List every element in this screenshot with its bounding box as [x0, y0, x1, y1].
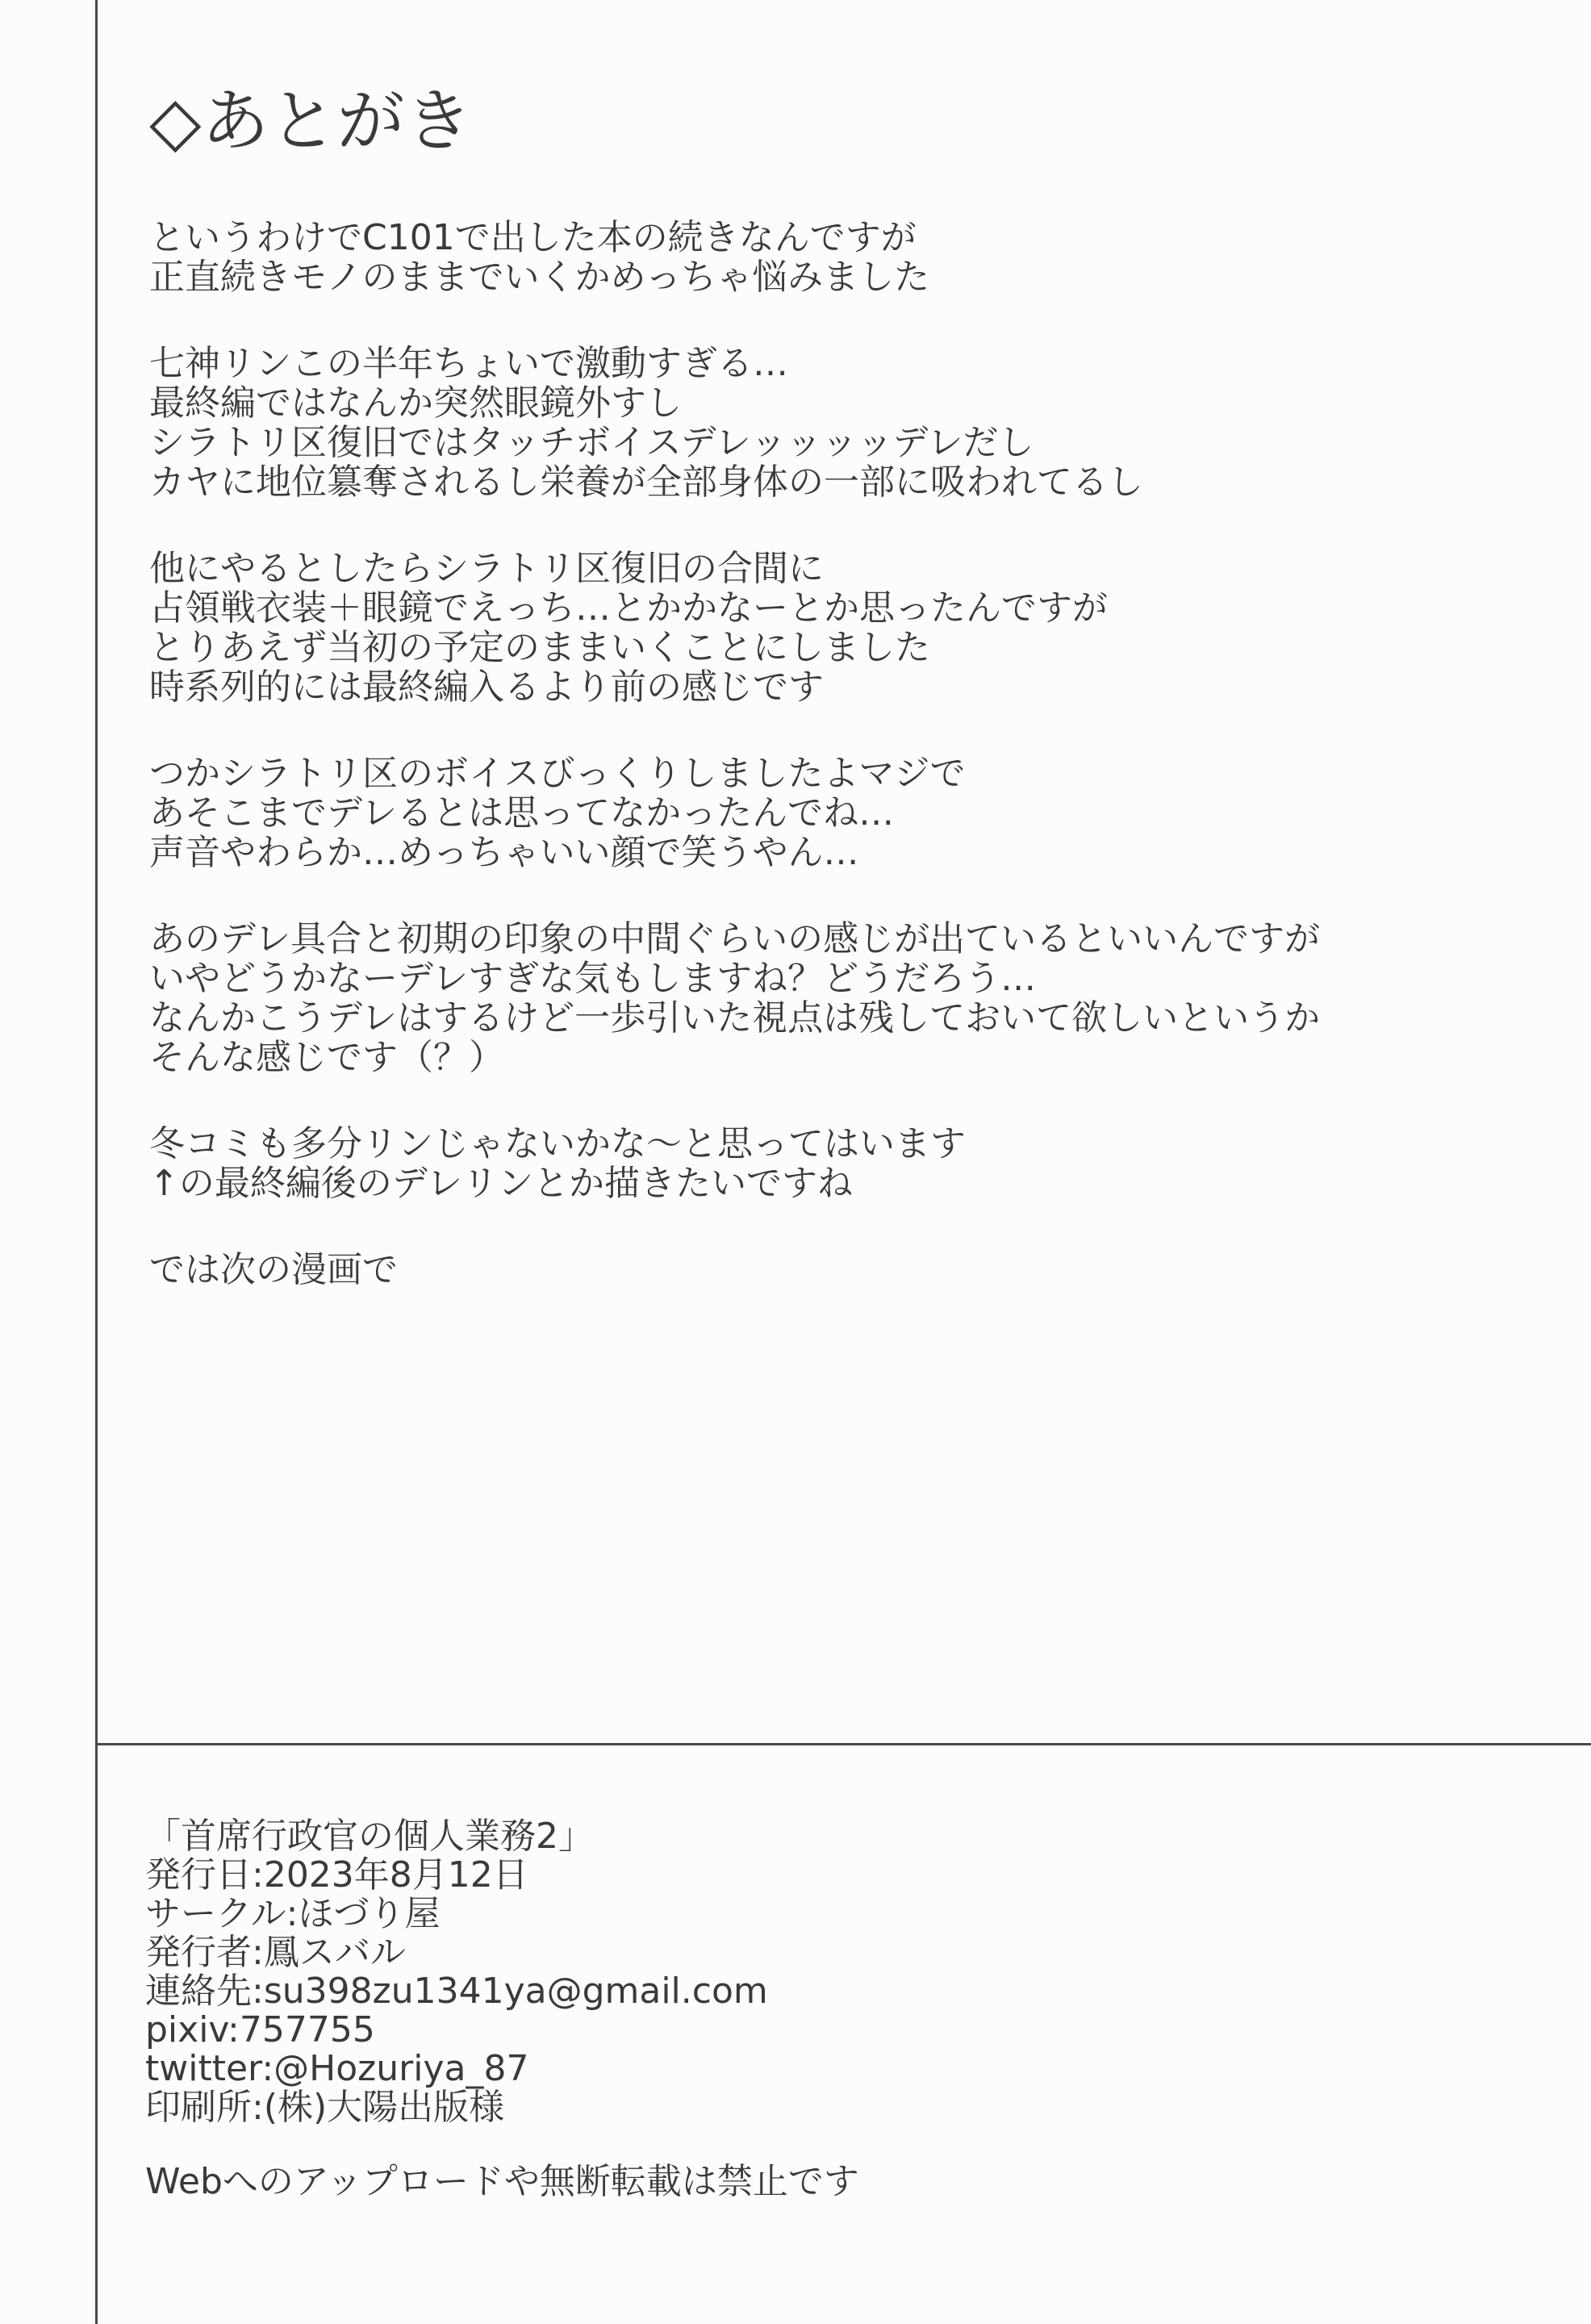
afterword-line: では次の漫画で: [149, 1249, 398, 1290]
colophon: [145, 1817, 1517, 2127]
afterword-line: あそこまでデレるとは思ってなかったんでね…: [149, 792, 895, 834]
afterword-line: 冬コミも多分リンじゃないかな～と思ってはいます: [149, 1123, 966, 1164]
afterword-line: カヤに地位簒奪されるし栄養が全部身体の一部に吸われてるし: [149, 462, 1143, 503]
reupload-notice: [145, 2163, 859, 2201]
afterword-paragraph-3: [149, 549, 1521, 707]
afterword-paragraph-5: [149, 919, 1521, 1077]
afterword-section: [149, 81, 1521, 1336]
colophon-twitter: twitter:@Hozuriya_87: [145, 2048, 529, 2089]
margin-vertical-rule: [95, 0, 98, 2324]
afterword-line: 最終編ではなんか突然眼鏡外すし: [149, 382, 682, 424]
afterword-line: 占領戦衣装＋眼鏡でえっち…とかかなーとか思ったんですが: [149, 587, 1108, 629]
afterword-line: とりあえず当初の予定のままいくことにしました: [149, 627, 930, 668]
colophon-publish-date: 発行日:2023年8月12日: [145, 1854, 528, 1896]
afterword-line: 声音やわらか…めっちゃいい顔で笑うやん…: [149, 832, 859, 873]
colophon-printer: 印刷所:(株)大陽出版様: [145, 2087, 505, 2128]
afterword-line: というわけでC101で出した本の続きなんですが: [149, 217, 917, 258]
afterword-paragraph-4: [149, 754, 1521, 872]
afterword-paragraph-7: [149, 1250, 1521, 1289]
afterword-line: そんな感じです（？）: [149, 1037, 504, 1078]
afterword-paragraph-6: [149, 1124, 1521, 1203]
reupload-notice-text: Webへのアップロードや無断転載は禁止です: [145, 2161, 859, 2202]
colophon-pixiv: pixiv:757755: [145, 2009, 375, 2050]
colophon-publisher: 発行者:鳳スバル: [145, 1932, 406, 1973]
colophon-circle: サークル:ほづり屋: [145, 1893, 441, 1934]
afterword-line: 時系列的には最終編入るより前の感じです: [149, 667, 824, 708]
afterword-line: なんかこうデレはするけど一歩引いた視点は残しておいて欲しいというか: [149, 997, 1321, 1039]
colophon-book-title: 「首席行政官の個人業務2」: [145, 1816, 594, 1857]
afterword-title: ◇あとがき: [149, 82, 473, 161]
afterword-paragraph-1: [149, 218, 1521, 297]
afterword-line: シラトリ区復旧ではタッチボイスデレッッッッデレだし: [149, 422, 1034, 463]
colophon-contact: 連絡先:su398zu1341ya@gmail.com: [145, 1971, 768, 2012]
afterword-line: あのデレ具合と初期の印象の中間ぐらいの感じが出ているといいんですが: [149, 918, 1321, 959]
afterword-paragraph-2: [149, 344, 1521, 502]
afterword-line: 正直続きモノのままでいくかめっちゃ悩みました: [149, 257, 930, 298]
afterword-line: いやどうかなーデレすぎな気もしますね？どうだろう…: [149, 958, 1037, 999]
afterword-line: 七神リンこの半年ちょいで激動すぎる…: [149, 343, 788, 384]
afterword-line: ↑の最終編後のデレリンとか描きたいですね: [149, 1163, 853, 1204]
afterword-line: 他にやるとしたらシラトリ区復旧の合間に: [149, 548, 824, 589]
colophon-divider-rule: [95, 1743, 1591, 1745]
afterword-line: つかシラトリ区のボイスびっくりしましたよマジで: [149, 753, 966, 794]
